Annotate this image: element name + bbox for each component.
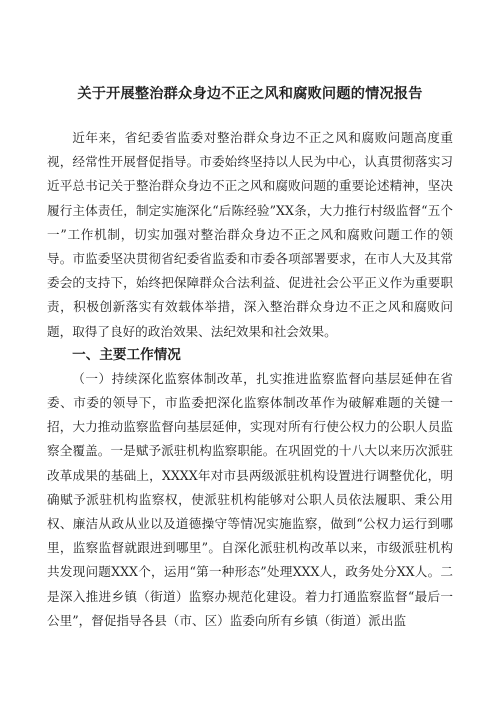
section-heading-main-work: 一、主要工作情况 [72, 346, 181, 363]
intro-paragraph: 近年来，省纪委省监委对整治群众身边不正之风和腐败问题高度重视，经常性开展督促指导。市委始终坚持以人民为中心，认真贯彻落实习近平总书记关于整治群众身边不正之风和腐败问题的重要论述精神，坚决履行主体责任，制定实施深化“后陈经验”XX条，大力推行村级监督“五个一”工作机制，切实加强对整治群众身边不正之风和腐败问题工作的领导。市监委坚决贯彻省纪委省监委和市委各项部署要求，在市人大及其常委会的支持下，始终把保障群众合法利益、促进社会公平正义作为重要职责，积极创新落实有效载体举措，深入整治群众身边不正之风和腐败问题，取得了良好的政治效果、法纪效果和社会效果。 [47, 130, 453, 339]
section-paragraph-supervision-reform: （一）持续深化监察体制改革，扎实推进监察监督向基层延伸在省委、市委的领导下，市监委把深化监察体制改革作为破解难题的关键一招，大力推动监察监督向基层延伸，实现对所有行使公权力的公职人员监察全覆盖。一是赋予派驻机构监察职能。在巩固党的十八大以来历次派驻改革成果的基础上，XXXX年对市县两级派驻机构设置进行调整优化，明确赋予派驻机构监察权，使派驻机构能够对公职人员依法履职、秉公用权、廉洁从政从业以及道德操守等情况实施监察，做到“公权力运行到哪里，监察监督就跟进到哪里”。自深化派驻机构改革以来，市级派驻机构共发现问题XXX个，运用“第一种形态”处理XXX人，政务处分XX人。二是深入推进乡镇（街道）监察办规范化建设。着力打通监察监督“最后一公里”，督促指导各县（市、区）监委向所有乡镇（街道）派出监 [47, 370, 453, 628]
document-title: 关于开展整治群众身边不正之风和腐败问题的情况报告 [77, 86, 423, 102]
